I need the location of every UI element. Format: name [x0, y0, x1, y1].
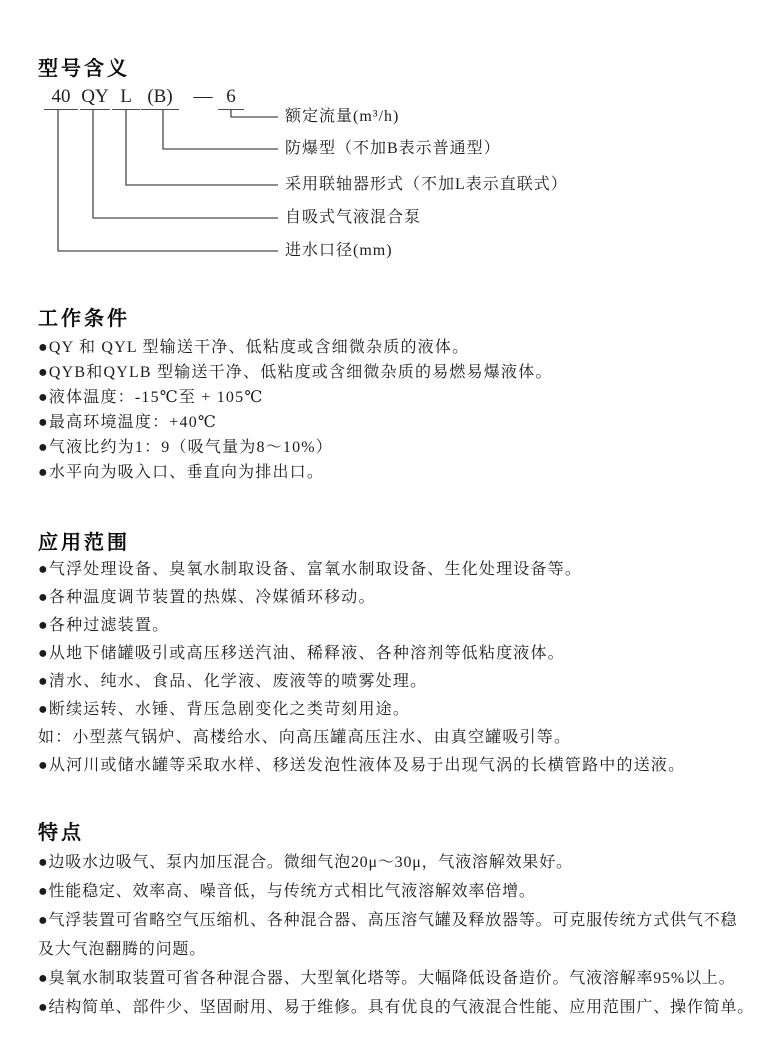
code-part-series: QY [80, 86, 110, 110]
list-item: ●最高环境温度：+40℃ [38, 414, 217, 431]
application-range-list [38, 556, 780, 780]
list-item: ●气液比约为1：9（吸气量为8～10%） [38, 439, 333, 456]
diagram-label-coupling-type: 采用联轴器形式（不加L表示直联式） [285, 176, 568, 193]
list-item: ●断续运转、水锤、背压急剧变化之类苛刻用途。 [38, 701, 411, 718]
application-range-title: 应用范围 [38, 530, 130, 554]
list-item: ●性能稳定、效率高、噪音低，与传统方式相比气液溶解效率倍增。 [38, 883, 536, 900]
diagram-label-rated-flow: 额定流量(m³/h) [285, 108, 400, 125]
model-meaning-title: 型号含义 [38, 56, 130, 80]
list-item: 及大气泡翻腾的问题。 [38, 941, 207, 958]
list-item: ●从河川或储水罐等采取水样、移送发泡性液体及易于出现气涡的长横管路中的送液。 [38, 757, 686, 774]
list-item: ●从地下储罐吸引或高压移送汽油、稀释液、各种溶剂等低粘度液体。 [38, 645, 565, 662]
diagram-label-explosion-proof: 防爆型（不加B表示普通型） [285, 140, 501, 157]
working-conditions-title: 工作条件 [38, 306, 130, 330]
diagram-label-pump-type: 自吸式气液混合泵 [285, 209, 422, 226]
working-conditions-list [38, 335, 780, 485]
list-item: ●QYB和QYLB 型输送干净、低粘度或含细微杂质的易燃易爆液体。 [38, 364, 553, 381]
features-list [38, 848, 780, 1022]
list-item: ●各种温度调节装置的热媒、冷媒循环移动。 [38, 589, 376, 606]
list-item: ●气浮装置可省略空气压缩机、各种混合器、高压溶气罐及释放器等。可克服传统方式供气不稳 [38, 912, 738, 929]
list-item: ●结构简单、部件少、坚固耐用、易于维修。具有优良的气液混合性能、应用范围广、操作简单。 [38, 999, 755, 1016]
features-title: 特点 [38, 820, 84, 844]
list-item: ●液体温度：-15℃至 + 105℃ [38, 389, 264, 406]
list-item: ●清水、纯水、食品、化学液、废液等的喷雾处理。 [38, 673, 428, 690]
code-part-coupling: L [112, 86, 140, 110]
list-item: ●边吸水边吸气、泵内加压混合。微细气泡20μ～30μ，气液溶解效果好。 [38, 854, 573, 871]
code-part-dash: — [193, 86, 213, 107]
code-part-flow: 6 [218, 86, 244, 110]
list-item: ●臭氧水制取装置可省各种混合器、大型氧化塔等。大幅降低设备造价。气液溶解率95%以上。 [38, 970, 736, 987]
model-code-diagram [0, 86, 780, 271]
code-part-inlet-size: 40 [44, 86, 78, 110]
list-item: ●水平向为吸入口、垂直向为排出口。 [38, 464, 325, 481]
list-item: ●气浮处理设备、臭氧水制取设备、富氧水制取设备、生化处理设备等。 [38, 561, 583, 578]
list-item: ●QY 和 QYL 型输送干净、低粘度或含细微杂质的液体。 [38, 339, 470, 356]
list-item: 如：小型蒸气锅炉、高楼给水、向高压罐高压注水、由真空罐吸引等。 [38, 729, 572, 746]
code-part-explosion-proof: (B) [141, 86, 179, 110]
list-item: ●各种过滤装置。 [38, 617, 170, 634]
diagram-label-inlet-diameter: 进水口径(mm) [285, 242, 393, 259]
